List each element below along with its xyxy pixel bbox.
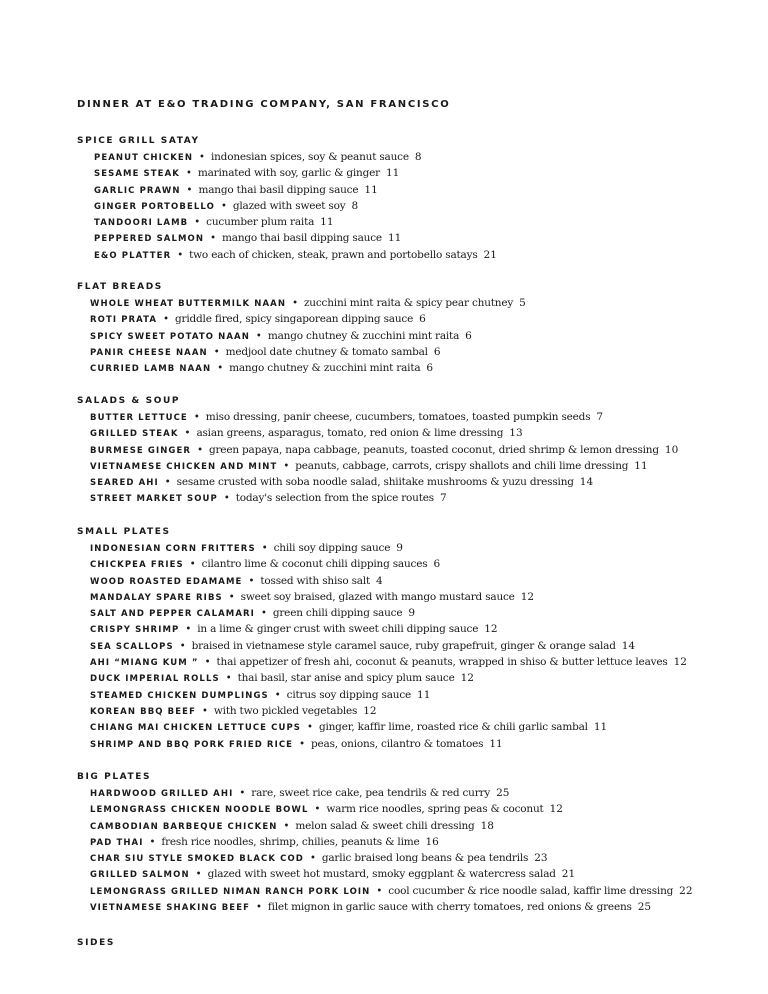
item-price: 11 <box>385 167 400 180</box>
item-description: thai appetizer of fresh ahi, coconut & peanuts, wrapped in shiso & butter lettuce leaves <box>216 656 668 669</box>
item-name: PEPPERED SALMON <box>94 234 205 245</box>
bullet-separator: • <box>283 460 290 472</box>
bullet-separator: • <box>223 493 230 505</box>
menu-item <box>77 295 757 311</box>
item-description: tossed with shiso salt <box>260 574 370 587</box>
section-title: SIDES <box>77 938 115 948</box>
menu-item <box>77 149 757 165</box>
bullet-separator: • <box>185 168 192 180</box>
section-sides <box>77 935 757 951</box>
item-price: 8 <box>351 199 359 212</box>
item-name: CHICKPEA FRIES <box>90 560 184 571</box>
item-name: WHOLE WHEAT BUTTERMILK NAAN <box>90 299 287 309</box>
item-name: BURMESE GINGER <box>90 445 192 456</box>
menu-item <box>77 214 757 230</box>
menu-item <box>77 785 757 801</box>
bullet-separator: • <box>184 428 191 440</box>
item-price: 10 <box>664 443 679 456</box>
item-description: miso dressing, panir cheese, cucumbers, tomatoes, toasted pumpkin seeds <box>205 411 591 423</box>
item-description: asian greens, asparagus, tomato, red onion & lime dressing <box>196 427 504 440</box>
item-price: 12 <box>363 704 377 717</box>
bullet-separator: • <box>189 559 196 571</box>
menu-item <box>77 165 757 181</box>
item-name: TANDOORI LAMB <box>94 218 189 229</box>
item-price: 6 <box>426 362 434 375</box>
item-description: braised in vietnamese style caramel sauce, ruby grapefruit, ginger & orange salad <box>191 639 616 652</box>
item-price: 9 <box>408 607 416 620</box>
item-price: 11 <box>489 737 503 750</box>
bullet-separator: • <box>314 804 321 816</box>
item-price: 18 <box>480 819 494 832</box>
item-price: 12 <box>673 656 687 669</box>
menu-item <box>77 654 757 670</box>
item-name: ROTI PRATA <box>90 315 158 326</box>
item-name: CRISPY SHRIMP <box>90 625 180 636</box>
section-small-plates <box>77 524 757 752</box>
item-name: PEANUT CHICKEN <box>94 153 194 163</box>
item-name: SESAME STEAK <box>94 169 180 180</box>
item-description: mango chutney & zucchini mint raita <box>229 362 421 375</box>
item-price: 7 <box>596 411 604 423</box>
bullet-separator: • <box>225 673 232 685</box>
item-price: 11 <box>387 232 402 245</box>
bullet-separator: • <box>186 184 193 196</box>
section-big-plates <box>77 769 757 915</box>
bullet-separator: • <box>193 412 200 423</box>
item-name: LEMONGRASS CHICKEN NOODLE BOWL <box>90 805 309 816</box>
item-name: GINGER PORTOBELLO <box>94 201 215 212</box>
menu-item <box>77 883 757 899</box>
item-description: melon salad & sweet chili dressing <box>295 819 475 832</box>
menu-item <box>77 687 757 703</box>
section-flat-breads <box>77 279 757 376</box>
item-description: sesame crusted with soba noodle salad, shiitake mushrooms & yuzu dressing <box>176 476 574 489</box>
bullet-separator: • <box>307 722 313 734</box>
item-price: 23 <box>534 852 548 865</box>
section-spice-grill-satay <box>77 133 757 263</box>
menu-item <box>77 866 757 882</box>
item-description: mango thai basil dipping sauce <box>222 232 382 245</box>
bullet-separator: • <box>228 591 235 603</box>
item-price: 12 <box>549 803 563 816</box>
item-price: 25 <box>637 901 652 914</box>
section-title: SALADS & SOUP <box>77 396 181 406</box>
item-price: 12 <box>520 590 535 603</box>
menu-item <box>77 573 757 589</box>
bullet-separator: • <box>260 608 267 620</box>
item-name: E&O PLATTER <box>94 250 172 261</box>
menu-item <box>77 899 757 915</box>
item-description: peas, onions, cilantro & tomatoes <box>310 737 484 750</box>
bullet-separator: • <box>299 738 305 750</box>
item-description: green chili dipping sauce <box>272 607 403 620</box>
item-price: 8 <box>414 151 422 163</box>
bullet-separator: • <box>194 217 201 229</box>
menu-item <box>77 850 757 866</box>
item-price: 6 <box>419 313 426 326</box>
item-description: thai basil, star anise and spicy plum sauce <box>237 672 455 685</box>
item-name: WOOD ROASTED EDAMAME <box>90 576 243 587</box>
item-description: zucchini mint raita & spicy pear chutney <box>303 297 514 309</box>
item-name: SPICY SWEET POTATO NAAN <box>90 331 250 342</box>
bullet-separator: • <box>199 152 205 163</box>
item-description: warm rice noodles, spring peas & coconut <box>326 803 544 816</box>
item-price: 6 <box>433 345 441 358</box>
menu-item <box>77 540 757 556</box>
item-name: CHIANG MAI CHICKEN LETTUCE CUPS <box>90 723 302 734</box>
item-price: 25 <box>496 787 510 799</box>
item-description: filet mignon in garlic sauce with cherry tomatoes, red onions & greens <box>267 901 632 914</box>
section-title: BIG PLATES <box>77 772 152 782</box>
menu-item <box>77 230 757 246</box>
menu-item <box>77 638 757 654</box>
item-description: mango chutney & zucchini mint raita <box>267 329 460 342</box>
menu-item <box>77 801 757 817</box>
item-price: 11 <box>593 721 608 734</box>
item-description: green papaya, napa cabbage, peanuts, toasted coconut, dried shrimp & lemon dressing <box>208 443 659 456</box>
item-name: GARLIC PRAWN <box>94 185 181 196</box>
item-name: VIETNAMESE CHICKEN AND MINT <box>90 461 278 472</box>
item-price: 16 <box>425 835 439 848</box>
menu-item <box>77 621 757 637</box>
item-description: mango thai basil dipping sauce <box>198 183 359 196</box>
bullet-separator: • <box>195 869 202 881</box>
item-name: LEMONGRASS GRILLED NIMAN RANCH PORK LOIN <box>90 886 371 897</box>
item-name: SALT AND PEPPER CALAMARI <box>90 609 255 620</box>
item-name: CURRIED LAMB NAAN <box>90 364 212 375</box>
menu-item <box>77 344 757 360</box>
menu-item <box>77 703 757 719</box>
menu-item <box>77 818 757 834</box>
bullet-separator: • <box>376 885 383 897</box>
item-name: DUCK IMPERIAL ROLLS <box>90 674 220 685</box>
menu-item <box>77 360 757 376</box>
item-name: BUTTER LETTUCE <box>90 413 188 423</box>
item-price: 12 <box>460 672 474 685</box>
menu-item <box>77 556 757 572</box>
bullet-separator: • <box>256 902 262 914</box>
item-name: SEA SCALLOPS <box>90 641 174 652</box>
item-description: griddle fired, spicy singaporean dipping sauce <box>175 313 414 326</box>
item-description: cucumber plum raita <box>206 216 315 229</box>
menu-item <box>77 490 757 506</box>
item-description: marinated with soy, garlic & ginger <box>197 167 380 180</box>
item-description: fresh rice noodles, shrimp, chilies, peanuts & lime <box>161 835 420 848</box>
bullet-separator: • <box>255 330 262 342</box>
item-name: STEAMED CHICKEN DUMPLINGS <box>90 690 269 701</box>
item-price: 21 <box>483 248 497 261</box>
bullet-separator: • <box>179 640 186 652</box>
item-price: 14 <box>579 476 594 489</box>
item-price: 13 <box>509 427 523 440</box>
item-name: HARDWOOD GRILLED AHI <box>90 789 234 799</box>
bullet-separator: • <box>217 363 224 375</box>
menu-item <box>77 458 757 474</box>
bullet-separator: • <box>220 200 227 212</box>
item-name: SEARED AHI <box>90 478 159 489</box>
item-price: 11 <box>417 688 431 701</box>
item-description: medjool date chutney & tomato sambal <box>225 345 428 358</box>
menu-item <box>77 719 757 735</box>
menu-item <box>77 605 757 621</box>
section-title: SPICE GRILL SATAY <box>77 136 200 146</box>
item-price: 6 <box>465 329 472 342</box>
item-description: indonesian spices, soy & peanut sauce <box>210 151 409 163</box>
item-price: 11 <box>634 459 648 472</box>
item-name: SHRIMP AND BBQ PORK FRIED RICE <box>90 739 294 750</box>
item-price: 11 <box>320 216 334 229</box>
item-description: glazed with sweet hot mustard, smoky eggplant & watercress salad <box>207 868 556 881</box>
item-name: AHI “MIANG KUM ” <box>90 658 199 669</box>
item-price: 9 <box>396 542 403 554</box>
menu-item <box>77 425 757 441</box>
item-description: in a lime & ginger crust with sweet chili dipping sauce <box>197 623 479 636</box>
item-price: 4 <box>376 574 383 587</box>
bullet-separator: • <box>197 444 203 456</box>
item-price: 11 <box>364 183 378 196</box>
bullet-separator: • <box>210 233 216 245</box>
item-price: 21 <box>561 868 576 881</box>
bullet-separator: • <box>204 657 211 669</box>
item-name: INDONESIAN CORN FRITTERS <box>90 544 256 554</box>
item-name: KOREAN BBQ BEEF <box>90 706 196 717</box>
bullet-separator: • <box>163 314 170 326</box>
bullet-separator: • <box>213 346 220 358</box>
bullet-separator: • <box>201 705 208 717</box>
item-description: cool cucumber & rice noodle salad, kaffir lime dressing <box>388 884 674 897</box>
menu-item <box>77 328 757 344</box>
menu-item <box>77 182 757 198</box>
item-description: two each of chicken, steak, prawn and portobello satays <box>189 248 478 261</box>
item-description: cilantro lime & coconut chili dipping sauces <box>201 558 428 571</box>
menu-item <box>77 736 757 752</box>
item-description: peanuts, cabbage, carrots, crispy shallots and chili lime dressing <box>295 459 629 472</box>
bullet-separator: • <box>149 836 156 848</box>
bullet-separator: • <box>261 543 268 554</box>
menu-item <box>77 311 757 327</box>
item-name: PANIR CHEESE NAAN <box>90 347 208 358</box>
menu-title: DINNER AT E&O TRADING COMPANY, SAN FRANCISCO <box>77 99 451 110</box>
item-name: VIETNAMESE SHAKING BEEF <box>90 903 251 914</box>
item-price: 12 <box>484 623 498 636</box>
item-price: 7 <box>439 492 447 505</box>
item-price: 6 <box>433 558 441 571</box>
item-description: today's selection from the spice routes <box>235 492 434 505</box>
item-price: 5 <box>519 297 526 309</box>
section-title: FLAT BREADS <box>77 282 163 292</box>
menu-item <box>77 474 757 490</box>
item-name: GRILLED SALMON <box>90 870 190 881</box>
bullet-separator: • <box>274 689 281 701</box>
bullet-separator: • <box>283 820 290 832</box>
item-description: with two pickled vegetables <box>213 704 358 717</box>
section-title: SMALL PLATES <box>77 527 171 537</box>
bullet-separator: • <box>177 249 184 261</box>
menu-item <box>77 670 757 686</box>
bullet-separator: • <box>292 298 298 309</box>
item-price: 14 <box>621 639 636 652</box>
item-name: PAD THAI <box>90 837 144 848</box>
item-price: 22 <box>679 884 693 897</box>
bullet-separator: • <box>185 624 192 636</box>
menu-item <box>77 409 757 425</box>
item-name: STREET MARKET SOUP <box>90 494 218 505</box>
item-description: citrus soy dipping sauce <box>286 688 412 701</box>
item-description: rare, sweet rice cake, pea tendrils & red curry <box>251 787 491 799</box>
item-name: MANDALAY SPARE RIBS <box>90 592 223 603</box>
menu-item <box>77 198 757 214</box>
menu-item <box>77 834 757 850</box>
item-name: CAMBODIAN BARBEQUE CHICKEN <box>90 821 278 832</box>
menu-item <box>77 589 757 605</box>
item-name: GRILLED STEAK <box>90 429 179 440</box>
item-description: glazed with sweet soy <box>232 199 346 212</box>
bullet-separator: • <box>239 788 246 799</box>
section-salads-soup <box>77 393 757 507</box>
bullet-separator: • <box>164 477 171 489</box>
item-name: CHAR SIU STYLE SMOKED BLACK COD <box>90 854 304 865</box>
bullet-separator: • <box>309 853 316 865</box>
item-description: chili soy dipping sauce <box>273 542 391 554</box>
item-description: garlic braised long beans & pea tendrils <box>321 852 529 865</box>
item-description: ginger, kaffir lime, roasted rice & chili garlic sambal <box>318 721 588 734</box>
menu-item <box>77 247 757 263</box>
item-description: sweet soy braised, glazed with mango mustard sauce <box>240 590 515 603</box>
menu-item <box>77 442 757 458</box>
bullet-separator: • <box>248 575 255 587</box>
